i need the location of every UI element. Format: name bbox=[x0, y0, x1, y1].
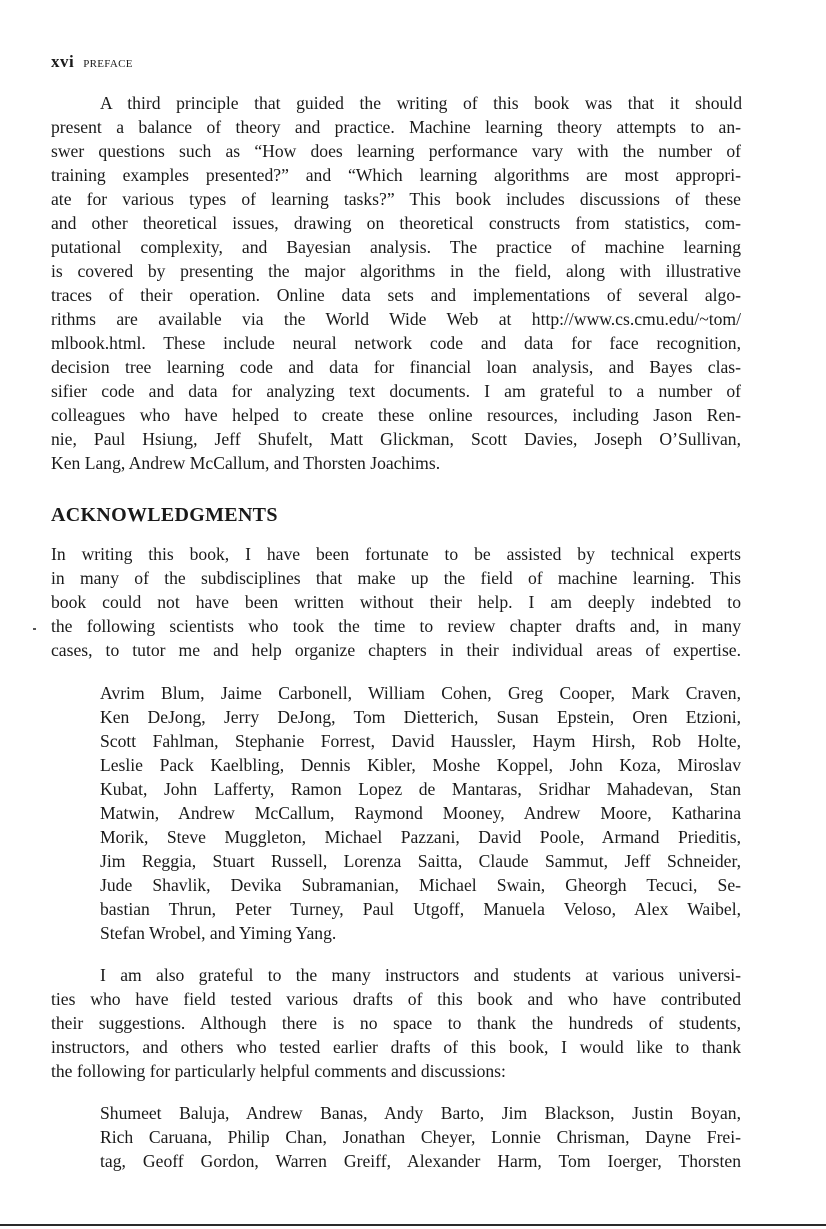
text-line: is covered by presenting the major algorithms in the field, along with illustrative bbox=[51, 261, 741, 281]
text-line: Morik, Steve Muggleton, Michael Pazzani, David Poole, Armand Prieditis, bbox=[100, 827, 741, 847]
text-line: A third principle that guided the writing of this book was that it should bbox=[100, 93, 742, 113]
text-line: mlbook.html. These include neural network code and data for face recognition, bbox=[51, 333, 741, 353]
text-line: bastian Thrun, Peter Turney, Paul Utgoff, Manuela Veloso, Alex Waibel, bbox=[100, 899, 741, 919]
text-line: the following scientists who took the time to review chapter drafts and, in many bbox=[51, 616, 741, 636]
text-line: the following for particularly helpful comments and discussions: bbox=[51, 1061, 506, 1081]
page-number: xvi bbox=[51, 52, 75, 71]
text-line: book could not have been written without their help. I am deeply indebted to bbox=[51, 592, 741, 612]
text-line: training examples presented?” and “Which learning algorithms are most appropri- bbox=[51, 165, 741, 185]
text-line: nie, Paul Hsiung, Jeff Shufelt, Matt Glickman, Scott Davies, Joseph O’Sullivan, bbox=[51, 429, 741, 449]
text-line: instructors, and others who tested earlier drafts of this book, I would like to thank bbox=[51, 1037, 741, 1057]
running-title: PREFACE bbox=[83, 58, 133, 70]
section-heading: ACKNOWLEDGMENTS bbox=[51, 504, 278, 526]
scan-edge-line bbox=[0, 1224, 826, 1226]
text-line: Shumeet Baluja, Andrew Banas, Andy Barto, Jim Blackson, Justin Boyan, bbox=[100, 1103, 741, 1123]
text-line: Avrim Blum, Jaime Carbonell, William Cohen, Greg Cooper, Mark Craven, bbox=[100, 683, 741, 703]
text-line: Scott Fahlman, Stephanie Forrest, David Haussler, Haym Hirsh, Rob Holte, bbox=[100, 731, 741, 751]
text-line: present a balance of theory and practice. Machine learning theory attempts to an- bbox=[51, 117, 741, 137]
text-line: Stefan Wrobel, and Yiming Yang. bbox=[100, 923, 337, 943]
text-line: Ken DeJong, Jerry DeJong, Tom Dietterich, Susan Epstein, Oren Etzioni, bbox=[100, 707, 741, 727]
text-line: rithms are available via the World Wide Web at http://www.cs.cmu.edu/~tom/ bbox=[51, 309, 741, 329]
text-line: their suggestions. Although there is no space to thank the hundreds of students, bbox=[51, 1013, 741, 1033]
running-head bbox=[51, 52, 133, 74]
text-line: and other theoretical issues, drawing on theoretical constructs from statistics, com- bbox=[51, 213, 741, 233]
text-line: Kubat, John Lafferty, Ramon Lopez de Mantaras, Sridhar Mahadevan, Stan bbox=[100, 779, 741, 799]
text-line: Ken Lang, Andrew McCallum, and Thorsten Joachims. bbox=[51, 453, 441, 473]
text-line: I am also grateful to the many instructors and students at various universi- bbox=[100, 965, 741, 985]
text-line: Matwin, Andrew McCallum, Raymond Mooney, Andrew Moore, Katharina bbox=[100, 803, 741, 823]
text-line: ate for various types of learning tasks?” This book includes discussions of these bbox=[51, 189, 741, 209]
text-line: Leslie Pack Kaelbling, Dennis Kibler, Moshe Koppel, John Koza, Miroslav bbox=[100, 755, 741, 775]
text-line: Jim Reggia, Stuart Russell, Lorenza Saitta, Claude Sammut, Jeff Schneider, bbox=[100, 851, 741, 871]
text-line: Rich Caruana, Philip Chan, Jonathan Cheyer, Lonnie Chrisman, Dayne Frei- bbox=[100, 1127, 741, 1147]
text-line: colleagues who have helped to create these online resources, including Jason Ren- bbox=[51, 405, 741, 425]
text-line: cases, to tutor me and help organize chapters in their individual areas of expertise. bbox=[51, 640, 741, 660]
text-line: sifier code and data for analyzing text documents. I am grateful to a number of bbox=[51, 381, 741, 401]
text-line: Jude Shavlik, Devika Subramanian, Michael Swain, Gheorgh Tecuci, Se- bbox=[100, 875, 741, 895]
text-line: putational complexity, and Bayesian analysis. The practice of machine learning bbox=[51, 237, 741, 257]
text-line: swer questions such as “How does learning performance vary with the number of bbox=[51, 141, 741, 161]
text-line: traces of their operation. Online data sets and implementations of several algo- bbox=[51, 285, 741, 305]
text-line: In writing this book, I have been fortunate to be assisted by technical experts bbox=[51, 544, 741, 564]
text-line: ties who have field tested various drafts of this book and who have contributed bbox=[51, 989, 741, 1009]
text-line: decision tree learning code and data for financial loan analysis, and Bayes clas- bbox=[51, 357, 741, 377]
text-line: tag, Geoff Gordon, Warren Greiff, Alexander Harm, Tom Ioerger, Thorsten bbox=[100, 1151, 741, 1171]
text-line: in many of the subdisciplines that make up the field of machine learning. This bbox=[51, 568, 741, 588]
scan-speck bbox=[33, 628, 36, 630]
